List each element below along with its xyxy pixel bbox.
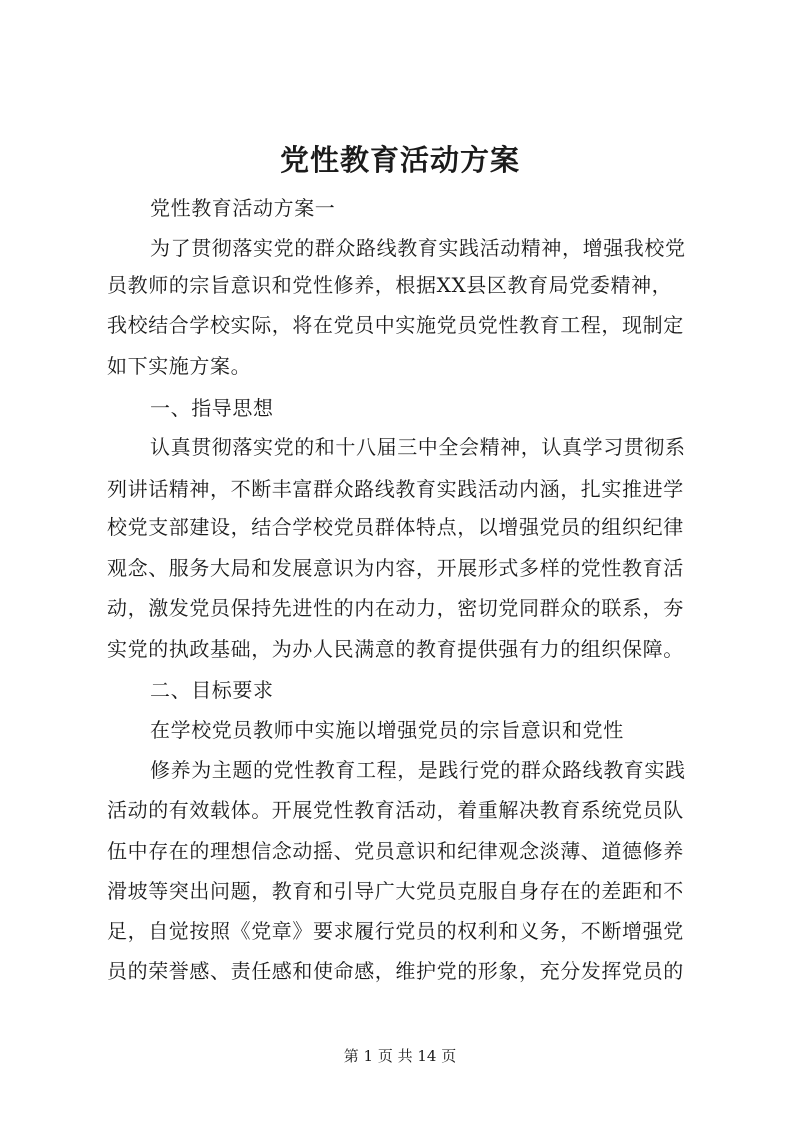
- page-number-footer: 第 1 页 共 14 页: [343, 1047, 457, 1065]
- section-heading: 二、目标要求: [150, 678, 274, 702]
- subtitle-line: 党性教育活动方案一: [150, 196, 336, 220]
- paragraph-line: 伍中存在的理想信念动摇、党员意识和纪律观念淡薄、道德修养: [107, 839, 684, 863]
- section-heading: 一、指导思想: [150, 396, 274, 420]
- paragraph-line: 员的荣誉感、责任感和使命感，维护党的形象，充分发挥党员的: [107, 959, 684, 983]
- paragraph-line: 为了贯彻落实党的群众路线教育实践活动精神，增强我校党: [150, 236, 686, 260]
- paragraph-line: 动，激发党员保持先进性的内在动力，密切党同群众的联系，夯: [107, 596, 684, 620]
- paragraph-line: 员教师的宗旨意识和党性修养，根据XX县区教育局党委精神，: [107, 273, 673, 297]
- paragraph-line: 如下实施方案。: [107, 354, 252, 378]
- paragraph-line: 认真贯彻落实党的和十八届三中全会精神，认真学习贯彻系: [150, 435, 686, 459]
- paragraph-line: 我校结合学校实际，将在党员中实施党员党性教育工程，现制定: [107, 313, 684, 337]
- paragraph-line: 列讲话精神，不断丰富群众路线教育实践活动内涵，扎实推进学: [107, 477, 684, 501]
- paragraph-line: 足，自觉按照《党章》要求履行党员的权利和义务，不断增强党: [107, 919, 684, 943]
- paragraph-line: 校党支部建设，结合学校党员群体特点，以增强党员的组织纪律: [107, 515, 684, 539]
- paragraph-line: 滑坡等突出问题，教育和引导广大党员克服自身存在的差距和不: [107, 879, 684, 903]
- document-title: 党性教育活动方案: [279, 143, 520, 177]
- paragraph-line: 活动的有效载体。开展党性教育活动，着重解决教育系统党员队: [107, 798, 684, 822]
- paragraph-line: 在学校党员教师中实施以增强党员的宗旨意识和党性: [150, 718, 624, 742]
- paragraph-line: 观念、服务大局和发展意识为内容，开展形式多样的党性教育活: [107, 556, 684, 580]
- paragraph-line: 实党的执政基础，为办人民满意的教育提供强有力的组织保障。: [107, 637, 684, 661]
- paragraph-line: 修养为主题的党性教育工程，是践行党的群众路线教育实践: [150, 758, 686, 782]
